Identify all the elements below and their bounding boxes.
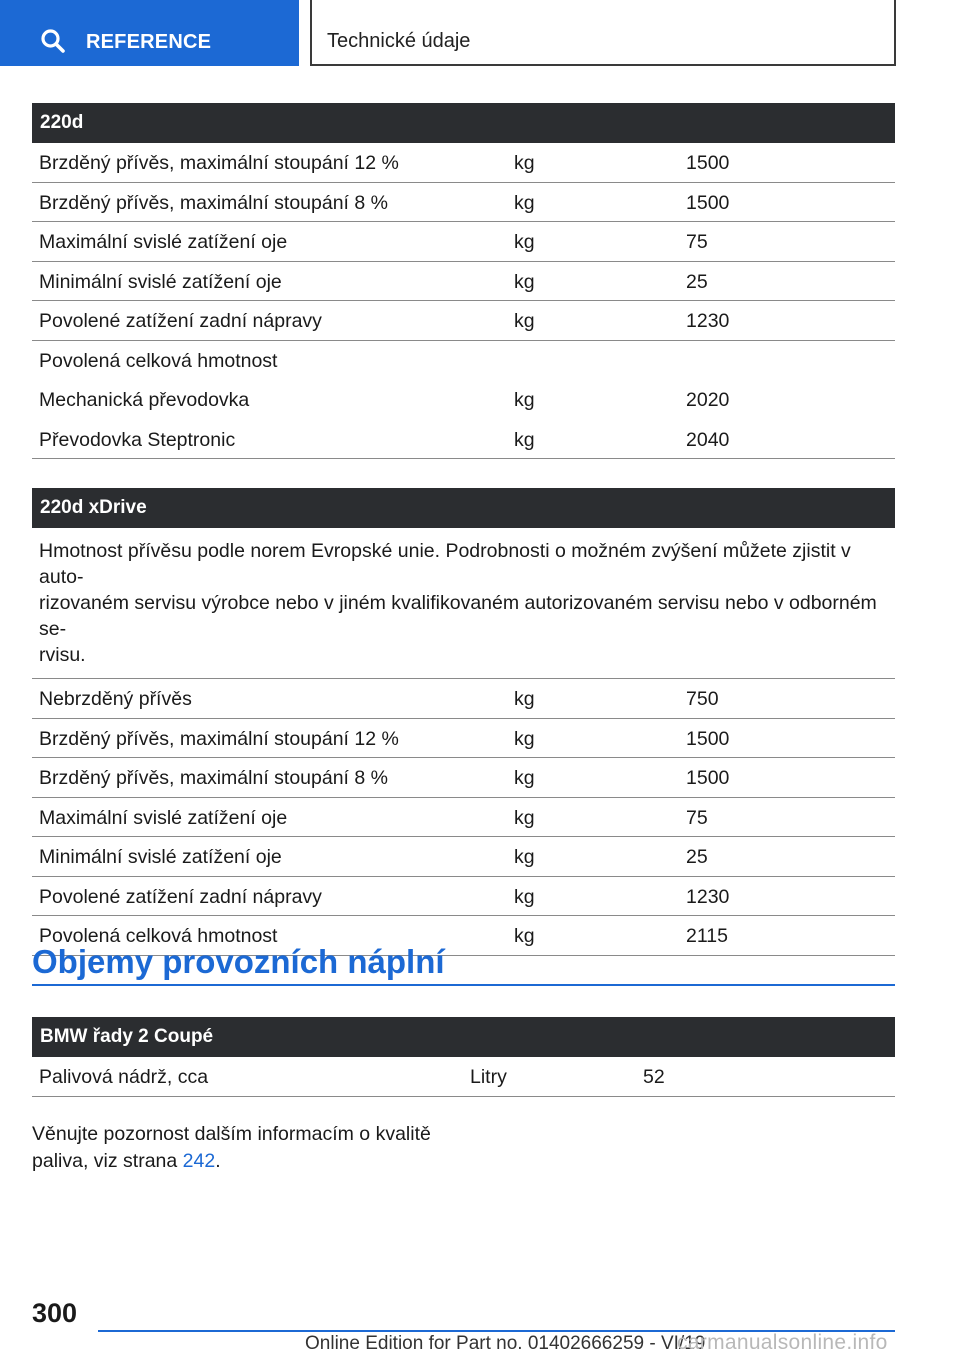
para-suffix: . <box>215 1150 221 1172</box>
row-unit: kg <box>514 767 535 789</box>
table-row <box>32 798 895 838</box>
table-coupe <box>32 1017 895 1097</box>
table-row <box>32 837 895 877</box>
reference-label: REFERENCE <box>86 31 212 53</box>
table-row <box>32 877 895 917</box>
row-unit: kg <box>514 231 535 253</box>
row-value: 25 <box>686 270 708 293</box>
row-label: Maximální svislé zatížení oje <box>39 231 288 253</box>
table-row <box>32 420 895 460</box>
table-row <box>32 719 895 759</box>
row-label: Minimální svislé zatížení oje <box>39 270 282 293</box>
para-line-2 <box>32 1148 452 1175</box>
row-label: Minimální svislé zatížení oje <box>39 846 282 868</box>
row-label: Povolená celková hmotnost <box>39 925 278 947</box>
row-value: 25 <box>686 846 708 868</box>
row-label: Povolené zatížení zadní nápravy <box>39 885 322 908</box>
row-label: Palivová nádrž, cca <box>39 1066 209 1088</box>
row-value: 1230 <box>686 885 730 908</box>
table-heading: BMW řady 2 Coupé <box>32 1017 895 1057</box>
row-label: Brzděný přívěs, maximální stoupání 8 % <box>39 191 388 214</box>
table-row <box>32 1057 895 1097</box>
table-heading: 220d <box>32 103 895 143</box>
chapter-title-box <box>310 0 896 66</box>
row-value: 1500 <box>686 767 730 789</box>
row-label: Brzděný přívěs, maximální stoupání 12 % <box>39 152 399 174</box>
table-220d <box>32 103 895 459</box>
table-row <box>32 380 895 420</box>
row-value: 1500 <box>686 191 730 214</box>
row-label: Maximální svislé zatížení oje <box>39 806 288 829</box>
row-value: 52 <box>643 1066 665 1088</box>
row-label: Mechanická převodovka <box>39 389 250 411</box>
table-heading: 220d xDrive <box>32 488 895 528</box>
row-value: 75 <box>686 806 708 829</box>
section-title-text: Objemy provozních náplní <box>32 943 445 980</box>
row-value: 750 <box>686 688 719 710</box>
row-label: Povolená celková hmotnost <box>39 349 278 372</box>
row-value: 2115 <box>686 925 728 947</box>
row-value: 1500 <box>686 727 730 750</box>
page-link[interactable]: 242 <box>182 1150 216 1172</box>
row-unit: kg <box>514 152 535 174</box>
row-unit: kg <box>514 688 535 710</box>
table-row <box>32 301 895 341</box>
table-row <box>32 222 895 262</box>
row-unit: kg <box>514 806 535 829</box>
section-title <box>32 940 895 986</box>
para-line: Věnujte pozornost dalším informacím o kvalitě <box>32 1123 431 1145</box>
note-line: rizovaném servisu výrobce nebo v jiném kvalifikovaném autorizovaném servisu nebo v odborném se- <box>39 592 877 640</box>
row-label: Nebrzděný přívěs <box>39 688 192 710</box>
table-row <box>32 758 895 798</box>
row-unit: kg <box>514 310 535 332</box>
row-value: 75 <box>686 231 708 253</box>
row-value: 2020 <box>686 389 730 411</box>
row-value: 2040 <box>686 428 730 451</box>
reference-tab[interactable] <box>0 0 299 66</box>
row-unit: kg <box>514 846 535 868</box>
page-number: 300 <box>32 1298 78 1328</box>
row-label: Brzděný přívěs, maximální stoupání 8 % <box>39 767 388 789</box>
chapter-title: Technické údaje <box>327 30 471 52</box>
row-unit: Litry <box>470 1066 507 1088</box>
row-unit: kg <box>514 727 535 750</box>
row-value: 1500 <box>686 152 730 174</box>
table-220d-xdrive <box>32 488 895 956</box>
row-unit: kg <box>514 428 535 451</box>
table-row <box>32 262 895 302</box>
note-line: Hmotnost přívěsu podle norem Evropské unie. Podrobnosti o možném zvýšení můžete zjistit v auto- <box>39 540 851 588</box>
row-label: Povolené zatížení zadní nápravy <box>39 310 322 332</box>
table-note <box>32 528 895 679</box>
table-row <box>32 143 895 183</box>
row-unit: kg <box>514 270 535 293</box>
note-line: rvisu. <box>39 644 86 666</box>
table-row-group-label <box>32 341 895 381</box>
edition-text: Online Edition for Part no. 01402666259 - VI/19 <box>305 1333 706 1354</box>
search-icon <box>40 28 66 54</box>
row-unit: kg <box>514 925 535 947</box>
para-text: paliva, viz strana <box>32 1150 183 1172</box>
row-unit: kg <box>514 389 535 411</box>
row-label: Převodovka Steptronic <box>39 428 236 451</box>
row-unit: kg <box>514 191 535 214</box>
fuel-note-paragraph <box>32 1121 452 1175</box>
table-row <box>32 679 895 719</box>
row-value: 1230 <box>686 310 730 332</box>
table-row <box>32 183 895 223</box>
watermark: carmanualsonline.info <box>677 1331 888 1354</box>
row-unit: kg <box>514 885 535 908</box>
row-label: Brzděný přívěs, maximální stoupání 12 % <box>39 727 399 750</box>
